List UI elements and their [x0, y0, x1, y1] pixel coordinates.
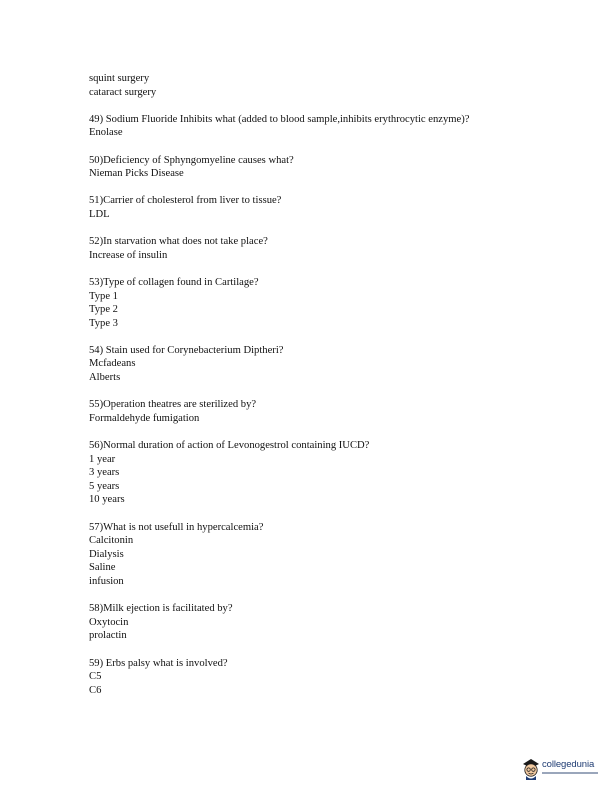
block-line: Saline [89, 562, 116, 574]
block-line-first: 51)Carrier of cholesterol from liver to tissue? [89, 195, 282, 207]
question-block [89, 439, 549, 507]
block-line-first: 58)Milk ejection is facilitated by? [89, 603, 233, 615]
block-line: Nieman Picks Disease [89, 168, 184, 180]
block-line: Alberts [89, 372, 121, 384]
block-line: Increase of insulin [89, 249, 168, 261]
question-block [89, 344, 549, 385]
block-line-first: 50)Deficiency of Sphyngomyeline causes what? [89, 154, 294, 166]
block-line-first: 57)What is not usefull in hypercalcemia? [89, 521, 264, 533]
block-line-first: 59) Erbs palsy what is involved? [89, 657, 228, 669]
block-line: 10 years [89, 494, 125, 506]
question-block [89, 154, 549, 181]
question-block [89, 194, 549, 221]
block-line: 1 year [89, 453, 116, 465]
question-block [89, 276, 549, 330]
block-line-first: 52)In starvation what does not take place? [89, 236, 268, 248]
block-line: Dialysis [89, 548, 124, 560]
block-line: prolactin [89, 630, 127, 642]
logo-tagline [542, 772, 598, 774]
block-line: C5 [89, 671, 102, 683]
question-block [89, 398, 549, 425]
question-block [89, 113, 549, 140]
logo-wordmark: collegedunia [542, 759, 595, 770]
block-line-first: squint surgery [89, 73, 150, 84]
block-line: Type 1 [89, 290, 118, 302]
block-line: Type 2 [89, 304, 118, 316]
block-line: Mcfadeans [89, 358, 136, 370]
question-block [89, 72, 549, 99]
block-line-first: 49) Sodium Fluoride Inhibits what (added to blood sample,inhibits erythrocytic enzyme)? [89, 113, 470, 125]
block-line: Calcitonin [89, 535, 134, 547]
question-block [89, 235, 549, 262]
question-block [89, 521, 549, 589]
block-line: 5 years [89, 480, 120, 492]
block-line-first: 53)Type of collagen found in Cartilage? [89, 276, 259, 288]
student-mascot-icon [520, 756, 542, 780]
question-block [89, 657, 549, 698]
document-body [89, 72, 549, 711]
block-line: infusion [89, 575, 124, 587]
collegedunia-logo [520, 756, 600, 782]
block-line-first: 54) Stain used for Corynebacterium Diptheri? [89, 344, 284, 356]
block-line: cataract surgery [89, 86, 157, 98]
block-line: Oxytocin [89, 616, 129, 628]
block-line: Type 3 [89, 317, 118, 329]
question-block [89, 602, 549, 643]
block-line: LDL [89, 208, 110, 220]
block-line: Enolase [89, 127, 123, 139]
block-line: Formaldehyde fumigation [89, 412, 200, 424]
block-line: C6 [89, 684, 102, 696]
block-line-first: 56)Normal duration of action of Levonogestrol containing IUCD? [89, 440, 370, 452]
block-line: 3 years [89, 467, 120, 479]
block-line-first: 55)Operation theatres are sterilized by? [89, 399, 257, 411]
